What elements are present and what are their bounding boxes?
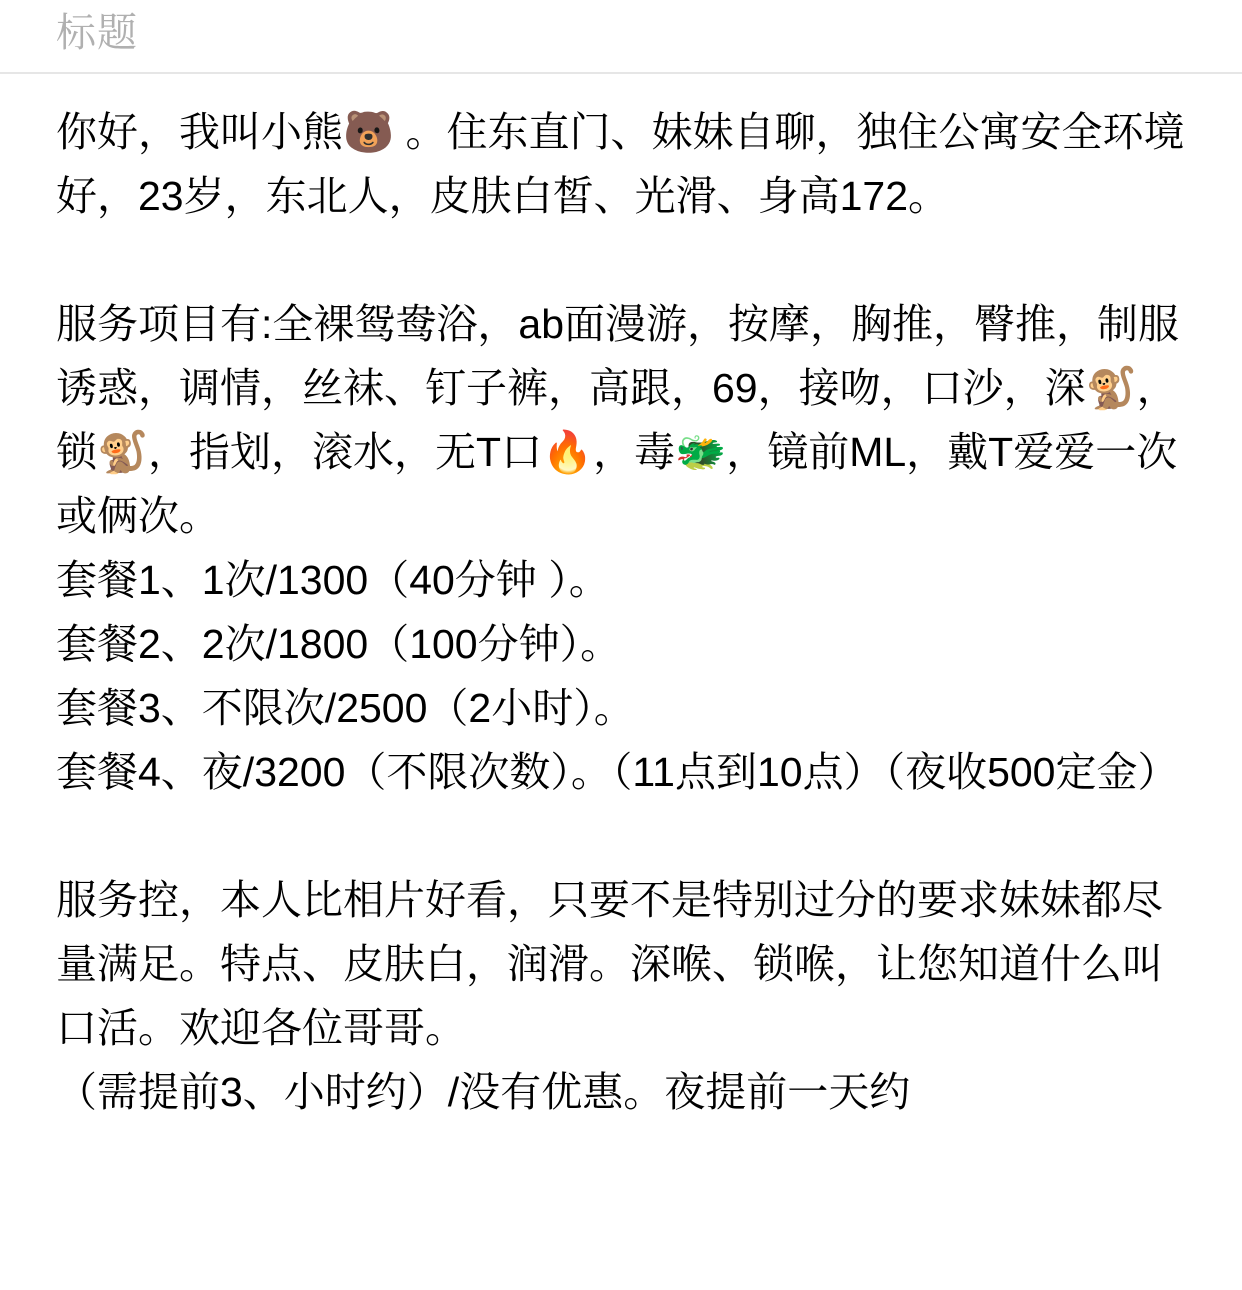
intro-paragraph: 你好，我叫小熊🐻 。住东直门、妹妹自聊，独住公寓安全环境好，23岁，东北人，皮肤白皙、光滑、身高172。 <box>56 109 1185 219</box>
document-body <box>0 74 1242 1164</box>
package-line-2: 套餐2、2次/1800（100分钟）。 <box>56 621 622 667</box>
note-line: （需提前3、小时约）/没有优惠。夜提前一天约 <box>56 1069 911 1115</box>
package-line-4: 套餐4、夜/3200（不限次数）。（11点到10点）（夜收500定金） <box>56 749 1179 795</box>
page-title: 标题 <box>56 11 138 55</box>
closing-paragraph: 服务控，本人比相片好看，只要不是特别过分的要求妹妹都尽量满足。特点、皮肤白，润滑。深喉、锁喉，让您知道什么叫口活。欢迎各位哥哥。 <box>56 877 1163 1051</box>
services-paragraph: 服务项目有:全裸鸳鸯浴，ab面漫游，按摩，胸推，臀推，制服诱惑，调情，丝袜、钉子裤，高跟，69，接吻，口沙，深🐒，锁🐒，指划，滚水，无T口🔥，毒🐲，镜前ML，戴T爱爱一次或俩次。 <box>56 301 1179 539</box>
paragraph-spacer-2 <box>56 804 1186 868</box>
title-bar <box>0 0 1242 74</box>
package-line-3: 套餐3、不限次/2500（2小时）。 <box>56 685 635 731</box>
package-line-1: 套餐1、1次/1300（40分钟 ）。 <box>56 557 610 603</box>
paragraph-spacer <box>56 228 1186 292</box>
